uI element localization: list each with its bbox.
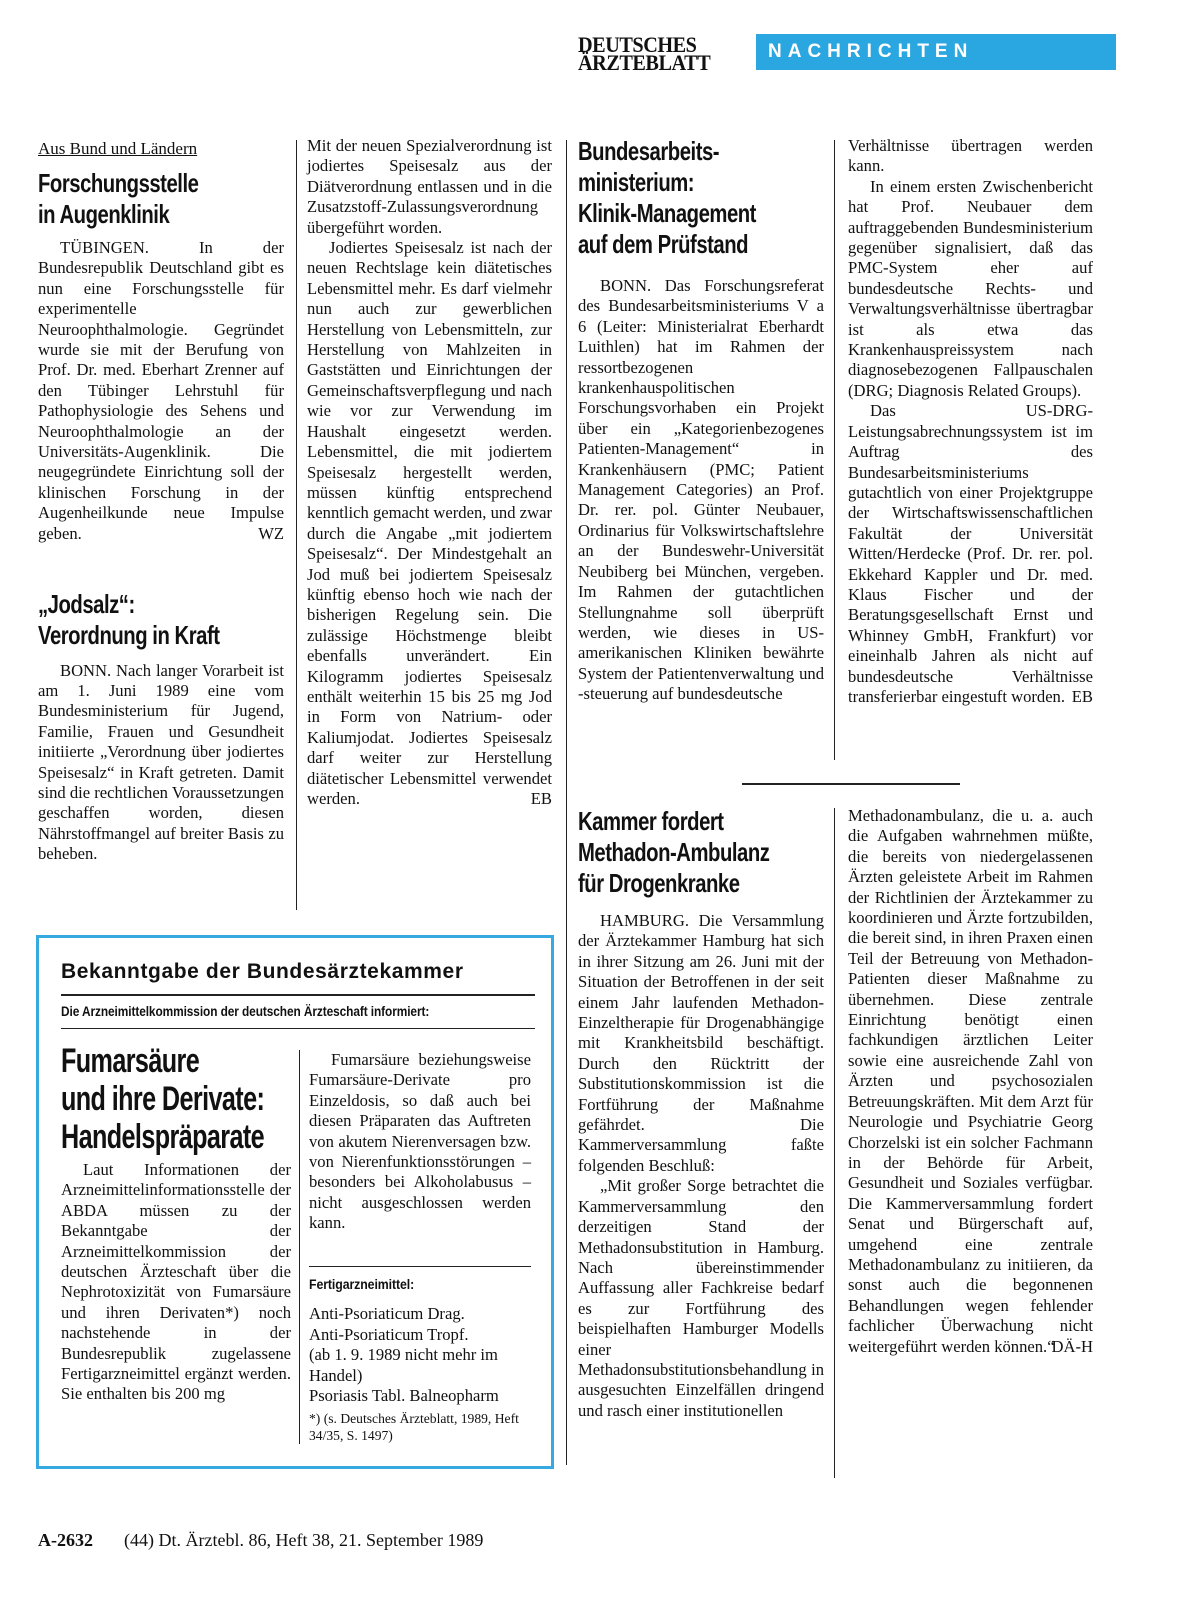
footnote: *) (s. Deutsches Ärzteblatt, 1989, Heft 34/35, S. 1497) xyxy=(309,1411,519,1443)
drug-list-item: (ab 1. 9. 1989 nicht mehr im Handel) xyxy=(309,1345,498,1385)
column-3-top xyxy=(578,136,824,705)
author-signature: WZ xyxy=(258,524,284,544)
column-divider xyxy=(296,140,297,910)
article-body-hamburg: HAMBURG. Die Versammlung der Ärztekammer Hamburg hat sich in ihrer Sitzung am 26. Juni mit der Situation der Betroffenen in der seit einem Jahr laufenden Methadon-Einzeltherapie für Drogenabhängige mit Krankheitsbild beschäftigt. Durch den Rücktritt der Substitutionskommission ist die Fortführung der Maßnahme gefährdet. Die Kammerversammlung faßte folgenden Beschluß: xyxy=(578,911,824,1175)
announcement-box xyxy=(36,935,554,1469)
column-divider xyxy=(834,808,835,1478)
headline-forschungsstelle: Forschungsstelle in Augenklinik xyxy=(38,168,199,229)
drug-list-item: Anti-Psoriaticum Tropf. xyxy=(309,1324,469,1344)
column-divider xyxy=(299,1050,300,1444)
article-body-jodsalz-cont: Mit der neuen Spezialverordnung ist jodiertes Speisesalz aus der Diätverordnung entlassen und in die Zusatzstoff-Zulassungsverordnung übergeführt worden. xyxy=(307,136,552,237)
masthead-line2: ÄRZTEBLATT xyxy=(578,50,711,75)
article-body-tuebingen: TÜBINGEN. In der Bundesrepublik Deutschland gibt es nun eine Forschungsstelle für experimentelle Neuroophthalmologie. Gegründet wurde sie mit der Berufung von Prof. Dr. med. Eberhart Zrenner auf den Tübinger Lehrstuhl für Pathophysiologie des Sehens und Neuroophthalmologie an der Universitäts-Augenklinik. Die neugegründete Einrichtung soll der klinischen Forschung in der Augenheilkunde neue Impulse geben. xyxy=(38,238,284,543)
announcement-list-rule xyxy=(309,1266,531,1267)
article-body-hamburg-quote: „Mit großer Sorge betrachtet die Kammerversammlung den derzeitigen Stand der Methadonsubstitution in Hamburg. Nach übereinstimmender Auffassung aller Fachkreise bedarf es zur Fortführung des beispielhaften Hamburger Modells einer Methadonsubstitutionsbehandlung in ausgesuchten Einzelfällen dringend und rasch einer institutionellen xyxy=(578,1176,824,1420)
announcement-subtitle: Die Arzneimittelkommission der deutschen Ärzteschaft informiert: xyxy=(61,1004,430,1019)
article-body-bonn-klinik: BONN. Das Forschungsreferat des Bundesarbeitsministeriums V a 6 (Leiter: Ministerialrat Eberhardt Luithlen) hat im Rahmen der ressortbezogenen krankenhauspolitischen Forschungsvorhaben ein Projekt über ein „Kategorienbezogenes Patienten-Management“ in Krankenhäusern (PMC; Patient Management Categories) an Prof. Dr. rer. pol. Günter Neubauer, Ordinarius für Volkswirtschaftslehre an der Bundeswehr-Universität Neubiberg bei München, vergeben. Im Rahmen der gutachtlichen Stellungnahme soll überprüft werden, wie dieses in US-amerikanischen Kliniken bewährte System der Patientenverwaltung und -steuerung auf bundesdeutsche xyxy=(578,276,824,704)
section-banner: NACHRICHTEN xyxy=(756,34,1116,70)
announcement-title-rule xyxy=(61,994,535,996)
article-body-hamburg-cont: Methadonambulanz, die u. a. auch die Aufgaben wahrnehmen müßte, die bereits von niedergelassenen Ärzten geleistete Arbeit im Rahmen der Richtlinien der Ärztekammer zu koordinieren und Ärzte fortzubilden, die bereit sind, in ihren Praxen einen Teil der Betreuung von Methadon-Patienten dieser Maßnahme zu übernehmen. Diese zentrale Einrichtung benötigt einen fachkundigen ärztlichen Leiter sowie eine ausreichende Zahl von Ärzten und psychosozialen Betreuungskräften. Mit dem Arzt für Neurologie und Psychiatrie Georg Chorzelski ist ein solcher Fachmann in der Behörde für Arbeit, Gesundheit und Soziales verfügbar. Die Kammerversammlung fordert Senat und Bürgerschaft auf, umgehend eine zentrale Methadonambulanz zu initiieren, da sonst auch die begonnenen Behandlungen wegen fehlender fachlicher Überwachung nicht weitergeführt werden können.“ xyxy=(848,806,1093,1356)
article-body-klinik-cont2: In einem ersten Zwischenbericht hat Prof. Neubauer dem auftraggebenden Bundesministerium gegenüber signalisiert, daß das PMC-System eher auf bundesdeutsche Rechts- und Verwaltungsverhältnisse übertragbar ist als etwa das Krankenhauspreissystem nach diagnosebezogenen Fallpauschalen (DRG; Diagnosis Related Groups). xyxy=(848,176,1093,400)
article-body-jodsalz: BONN. Nach langer Vorarbeit ist am 1. Juni 1989 eine vom Bundesministerium für Jugend, Familie, Frauen und Gesundheit initiierte „Verordnung über jodiertes Speisesalz“ in Kraft getreten. Damit sind die rechtlichen Voraussetzungen geschaffen worden, diesen Nährstoffmangel auf breiter Basis zu beheben. xyxy=(38,660,284,864)
article-body-jodsalz-cont2: Jodiertes Speisesalz ist nach der neuen Rechtslage kein diätetisches Lebensmittel mehr. Es darf vielmehr nun auch zur gewerblichen Herstellung von Lebensmitteln, zur Herstellung von Mahlzeiten in Gaststätten und Einrichtungen der Gemeinschaftsverpflegung und nach wie vor zur Verwendung im Haushalt eingesetzt werden. Lebensmittel, die mit jodiertem Speisesalz hergestellt werden, müssen künftig entsprechend kenntlich gemacht werden, und zwar durch die Angabe „mit jodiertem Speisesalz“. Der Mindestgehalt an Jod muß bei jodiertem Speisesalz künftig ebenso hoch wie nach der bisherigen Regelung sein. Die zulässige Höchstmenge bleibt ebenfalls unverändert. Ein Kilogramm jodiertes Speisesalz enthält weiterhin 15 bis 25 mg Jod in Form von Natrium- oder Kaliumjodat. Jodiertes Speisesalz darf weiter zur Herstellung diätetischer Lebensmittel verwendet werden. xyxy=(307,238,552,808)
announcement-subtitle-rule xyxy=(61,1028,535,1029)
column-3-bottom xyxy=(578,806,824,1421)
article-body-klinik-cont: Verhältnisse übertragen werden kann. xyxy=(848,136,1093,176)
column-divider xyxy=(834,140,835,760)
page-number: A-2632 xyxy=(38,1530,93,1550)
announcement-title: Bekanntgabe der Bundesärztekammer xyxy=(61,960,464,983)
author-signature: EB xyxy=(1071,687,1093,707)
headline-bundesarbeitsministerium: Bundesarbeits- ministerium: Klinik-Management auf dem Prüfstand xyxy=(578,136,756,259)
masthead-line1: DEUTSCHES xyxy=(578,32,697,57)
article-separator xyxy=(742,783,960,785)
headline-jodsalz: „Jodsalz“: Verordnung in Kraft xyxy=(38,588,220,650)
column-2 xyxy=(307,136,552,810)
column-4-top xyxy=(848,136,1093,708)
drug-list xyxy=(309,1274,531,1406)
article-body-klinik-cont3: Das US-DRG-Leistungsabrechnungssystem ist im Auftrag des Bundesarbeitsministeriums gutachtlich von einer Projektgruppe der Wirtschaftswissenschaftlichen Fakultät der Universität Witten/Herdecke (Prof. Dr. rer. pol. Ekkehard Kappler und Dr. med. Klaus Fischer und der Beratungsgesellschaft Ernst und Whinney GmbH, Frankfurt) vor eineinhalb Jahren als nicht auf bundesdeutsche Verhältnisse transferierbar eingestuft worden. xyxy=(848,401,1093,706)
column-1 xyxy=(38,138,284,865)
headline-kammer-fordert: Kammer fordert Methadon-Ambulanz für Drogenkranke xyxy=(578,806,770,898)
section-kicker: Aus Bund und Ländern xyxy=(38,139,198,158)
drug-list-item: Psoriasis Tabl. Balneopharm xyxy=(309,1386,499,1406)
author-signature: EB xyxy=(530,789,552,809)
masthead-logo xyxy=(578,32,711,75)
issue-info: (44) Dt. Ärztebl. 86, Heft 38, 21. September 1989 xyxy=(124,1530,484,1550)
column-4-bottom xyxy=(848,806,1093,1357)
drug-list-heading: Fertigarzneimittel: xyxy=(309,1276,415,1292)
announcement-right-body: Fumarsäure beziehungsweise Fumarsäure-Derivate pro Einzeldosis, so daß auch bei diesen Präparaten das Auftreten von akutem Nierenversagen bzw. von Nierenfunktionsstörungen – besonders bei Alkoholabusus – nicht ausgeschlossen werden kann. xyxy=(309,1050,531,1233)
column-divider xyxy=(566,140,567,1465)
headline-fumarsaeure: Fumarsäure und ihre Derivate: Handelspräparate xyxy=(61,1042,265,1156)
page-footer xyxy=(38,1530,483,1551)
announcement-left-body: Laut Informationen der Arzneimittelinformationsstelle der ABDA müssen zu der Bekanntgabe der Arzneimittelkommission der deutschen Ärzteschaft über die Nephrotoxizität von Fumarsäure und ihren Derivaten*) noch nachstehende in der Bundesrepublik zugelassene Fertigarzneimittel ergänzt werden. Sie enthalten bis 200 mg xyxy=(61,1160,291,1404)
author-signature: DÄ-H xyxy=(1051,1336,1093,1356)
drug-list-item: Anti-Psoriaticum Drag. xyxy=(309,1304,465,1324)
